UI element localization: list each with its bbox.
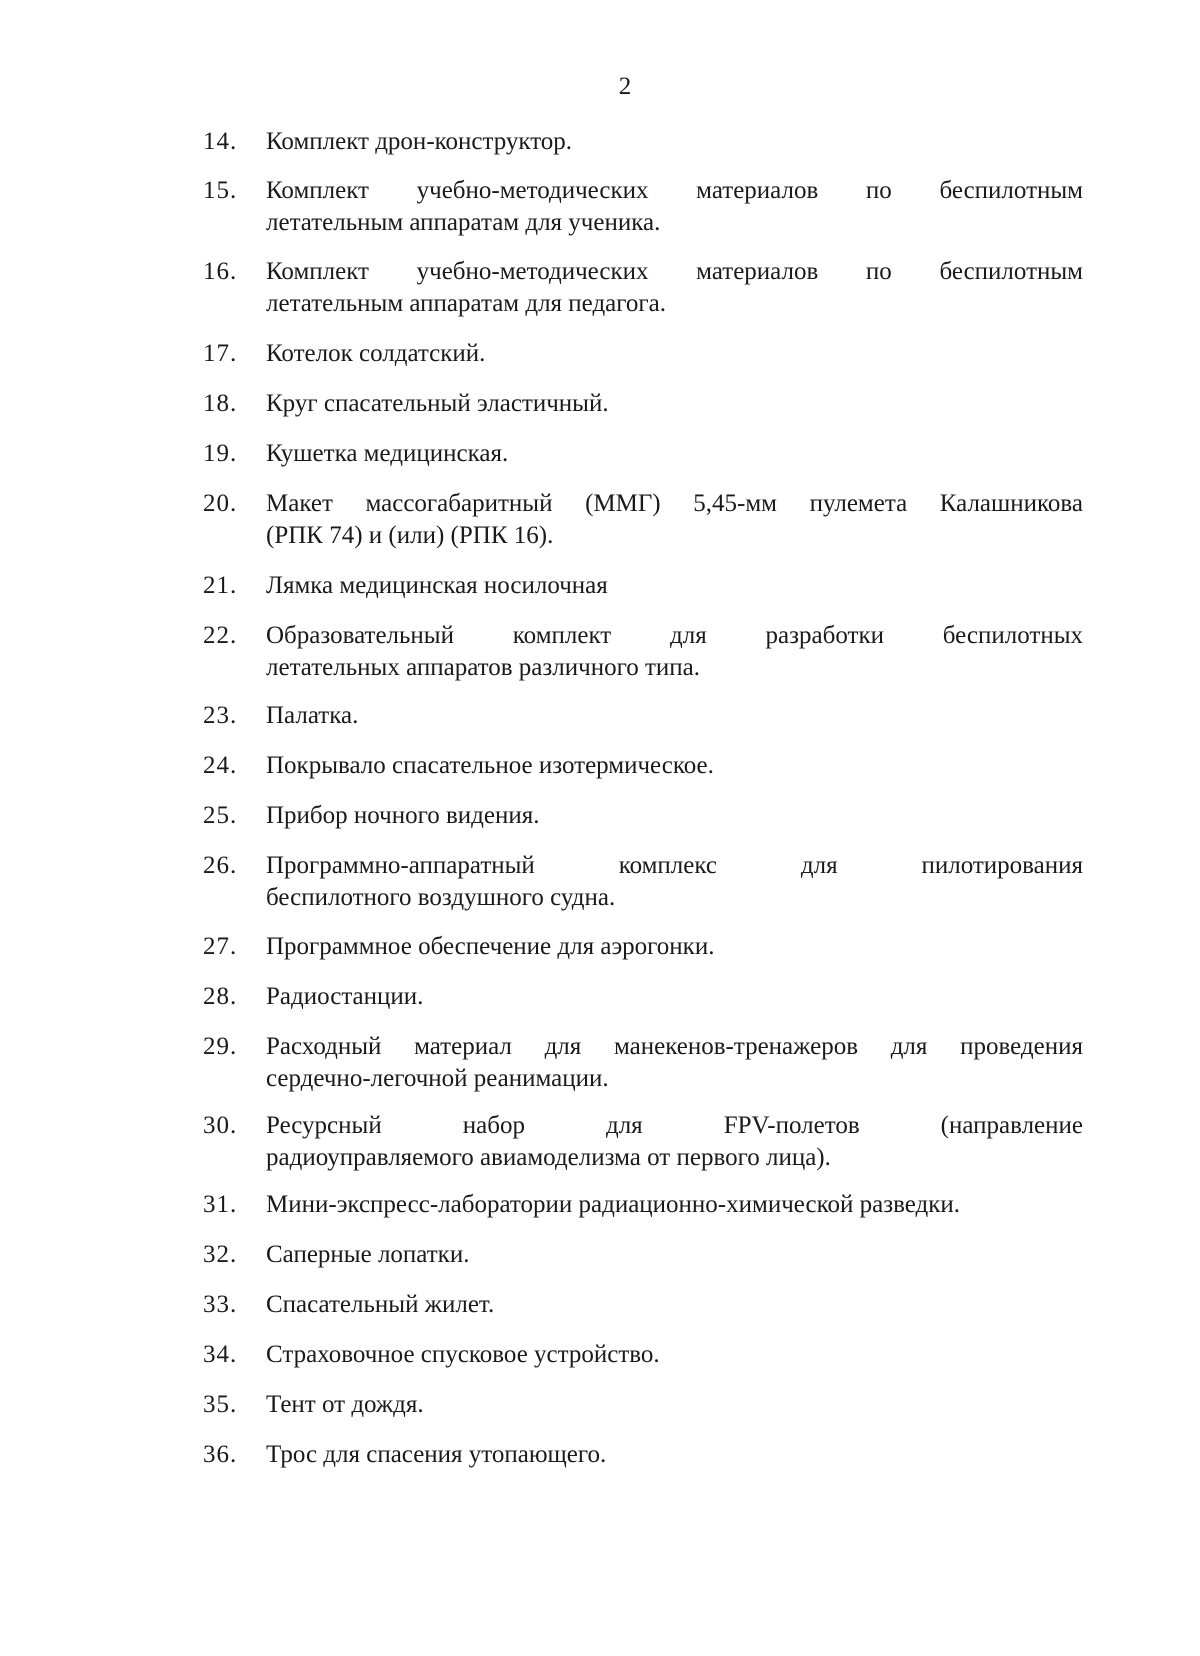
list-item xyxy=(203,1110,1083,1174)
list-item xyxy=(203,256,1083,320)
list-item xyxy=(203,931,1083,963)
list-item-text xyxy=(266,1189,1083,1221)
list-item-number: 15. xyxy=(203,177,238,204)
list-item-number: 16. xyxy=(203,258,238,285)
list-item-number: 29. xyxy=(203,1033,238,1060)
list-item xyxy=(203,338,1083,370)
list-item-number: 22. xyxy=(203,622,238,649)
list-item-number: 28. xyxy=(203,983,238,1010)
list-item-line: Саперные лопатки. xyxy=(266,1241,470,1268)
list-item-line: Комплект учебно-методических материалов по беспилотным xyxy=(266,258,1083,285)
list-item xyxy=(203,1031,1083,1095)
list-item-line: беспилотного воздушного судна. xyxy=(266,884,616,911)
list-item-line: Радиостанции. xyxy=(266,983,424,1010)
list-item-line: летательным аппаратам для ученика. xyxy=(266,209,661,236)
list-item-number: 35. xyxy=(203,1391,238,1418)
list-item-text xyxy=(266,850,1083,914)
list-item-text xyxy=(266,800,1083,832)
list-item xyxy=(203,488,1083,552)
list-item-text xyxy=(266,388,1083,420)
list-item-text xyxy=(266,126,1083,158)
list-item-line: Комплект учебно-методических материалов по беспилотным xyxy=(266,177,1083,204)
list-item xyxy=(203,438,1083,470)
list-item-line: Мини-экспресс-лаборатории радиационно-химической разведки. xyxy=(266,1191,960,1218)
list-item-line: Покрывало спасательное изотермическое. xyxy=(266,752,714,779)
list-item-number: 27. xyxy=(203,933,238,960)
list-item-text xyxy=(266,338,1083,370)
list-item xyxy=(203,175,1083,239)
list-item-text xyxy=(266,620,1083,684)
list-item-line: Лямка медицинская носилочная xyxy=(266,572,608,599)
list-item-line: Тент от дождя. xyxy=(266,1391,424,1418)
page-number: 2 xyxy=(618,73,632,100)
list-item xyxy=(203,850,1083,914)
list-item xyxy=(203,981,1083,1013)
list-item-number: 34. xyxy=(203,1341,238,1368)
list-item-text xyxy=(266,1031,1083,1095)
list-item-line: Программное обеспечение для аэрогонки. xyxy=(266,933,715,960)
list-item-number: 31. xyxy=(203,1191,238,1218)
list-item-line: Макет массогабаритный (ММГ) 5,45-мм пулемета Калашникова xyxy=(266,490,1083,517)
list-item xyxy=(203,570,1083,602)
list-item-text xyxy=(266,700,1083,732)
list-item-number: 19. xyxy=(203,440,238,467)
list-item-line: Программно-аппаратный комплекс для пилотирования xyxy=(266,852,1083,879)
list-item-number: 14. xyxy=(203,128,238,155)
list-item xyxy=(203,1389,1083,1421)
list-item-number: 32. xyxy=(203,1241,238,1268)
list-item-line: (РПК 74) и (или) (РПК 16). xyxy=(266,522,554,549)
list-item-line: Котелок солдатский. xyxy=(266,340,486,367)
list-item-text xyxy=(266,256,1083,320)
list-item-number: 25. xyxy=(203,802,238,829)
list-item-text xyxy=(266,175,1083,239)
list-item-line: Палатка. xyxy=(266,702,359,729)
list-item-number: 21. xyxy=(203,572,238,599)
list-item-number: 20. xyxy=(203,490,238,517)
list-item-line: Трос для спасения утопающего. xyxy=(266,1441,607,1468)
list-item-text xyxy=(266,570,1083,602)
list-item xyxy=(203,1239,1083,1271)
list-item xyxy=(203,620,1083,684)
list-item-text xyxy=(266,488,1083,552)
list-item-text xyxy=(266,981,1083,1013)
list-item-number: 17. xyxy=(203,340,238,367)
list-item-number: 23. xyxy=(203,702,238,729)
list-item-number: 24. xyxy=(203,752,238,779)
list-item xyxy=(203,750,1083,782)
list-item-text xyxy=(266,1389,1083,1421)
list-item xyxy=(203,700,1083,732)
list-item-line: Расходный материал для манекенов-тренажеров для проведения xyxy=(266,1033,1083,1060)
list-item xyxy=(203,388,1083,420)
list-item-line: Прибор ночного видения. xyxy=(266,802,540,829)
list-item-line: радиоуправляемого авиамоделизма от первого лица). xyxy=(266,1144,831,1171)
list-item-number: 18. xyxy=(203,390,238,417)
list-item-line: Кушетка медицинская. xyxy=(266,440,509,467)
list-item-number: 36. xyxy=(203,1441,238,1468)
list-item-line: Спасательный жилет. xyxy=(266,1291,495,1318)
list-item-text xyxy=(266,1239,1083,1271)
list-item-text xyxy=(266,1110,1083,1174)
list-item-line: Комплект дрон-конструктор. xyxy=(266,128,573,155)
list-item-text xyxy=(266,438,1083,470)
list-item-number: 30. xyxy=(203,1112,238,1139)
list-item xyxy=(203,1189,1083,1221)
list-item-text xyxy=(266,1339,1083,1371)
list-item xyxy=(203,1289,1083,1321)
list-item xyxy=(203,1339,1083,1371)
list-item xyxy=(203,800,1083,832)
list-item-line: летательных аппаратов различного типа. xyxy=(266,654,700,681)
list-item-line: Страховочное спусковое устройство. xyxy=(266,1341,660,1368)
list-item-number: 33. xyxy=(203,1291,238,1318)
list-item-line: Ресурсный набор для FPV-полетов (направление xyxy=(266,1112,1083,1139)
list-item-number: 26. xyxy=(203,852,238,879)
list-item-line: Круг спасательный эластичный. xyxy=(266,390,609,417)
list-item xyxy=(203,126,1083,158)
list-item-line: Образовательный комплект для разработки беспилотных xyxy=(266,622,1083,649)
list-item-text xyxy=(266,1289,1083,1321)
list-item-text xyxy=(266,1439,1083,1471)
list-item-line: летательным аппаратам для педагога. xyxy=(266,290,666,317)
list-item-line: сердечно-легочной реанимации. xyxy=(266,1065,609,1092)
list-item-text xyxy=(266,750,1083,782)
list-item xyxy=(203,1439,1083,1471)
list-item-text xyxy=(266,931,1083,963)
